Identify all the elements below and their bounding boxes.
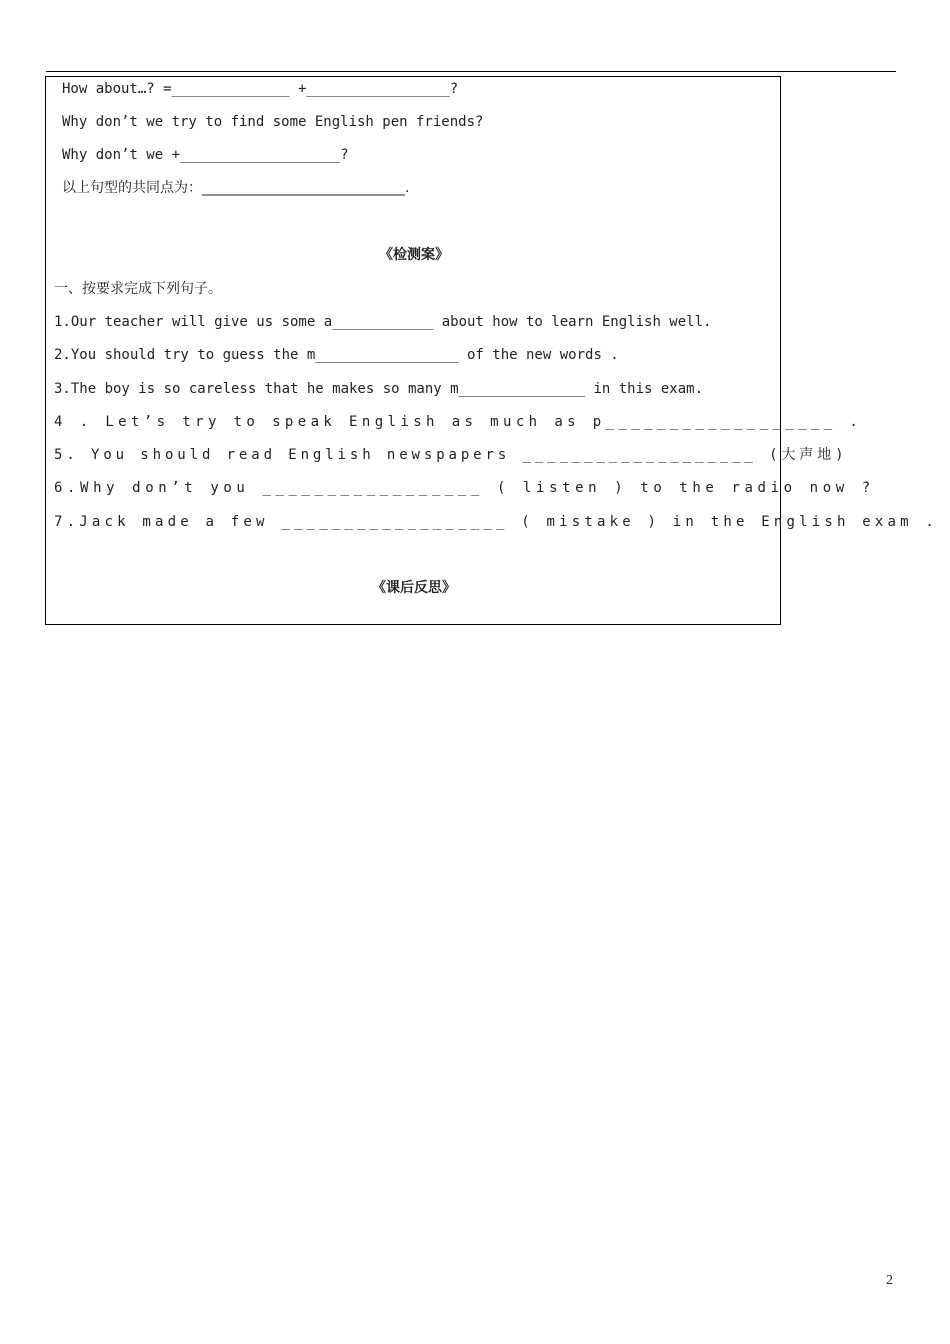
exercise-item-4: 4 . Let’s try to speak English as much as p__________________ .	[54, 414, 863, 430]
why-dont-example-line: Why don’t we try to find some English pen friends?	[62, 114, 484, 130]
reflection-section-title: 《课后反思》	[372, 580, 456, 596]
common-point-line: 以上句型的共同点为：_____________________________.	[62, 180, 410, 196]
test-section-title: 《检测案》	[379, 247, 449, 263]
why-dont-pattern-line: Why don’t we +___________________?	[62, 147, 349, 163]
page-number: 2	[886, 1273, 893, 1288]
exercise-item-5: 5. You should read English newspapers ___________________ (大声地)	[54, 447, 848, 463]
exercise-item-7: 7.Jack made a few __________________ ( mistake ) in the English exam .	[54, 514, 939, 530]
test-instruction: 一、按要求完成下列句子。	[54, 281, 222, 297]
exercise-item-1: 1.Our teacher will give us some a____________ about how to learn English well.	[54, 314, 712, 330]
exercise-item-6: 6.Why don’t you _________________ ( listen ) to the radio now ?	[54, 480, 875, 496]
exercise-item-2: 2.You should try to guess the m_________________ of the new words .	[54, 347, 619, 363]
header-rule	[46, 71, 896, 72]
exercise-item-3: 3.The boy is so careless that he makes so many m_______________ in this exam.	[54, 381, 704, 397]
how-about-line: How about…? =______________ +_________________?	[62, 81, 459, 97]
